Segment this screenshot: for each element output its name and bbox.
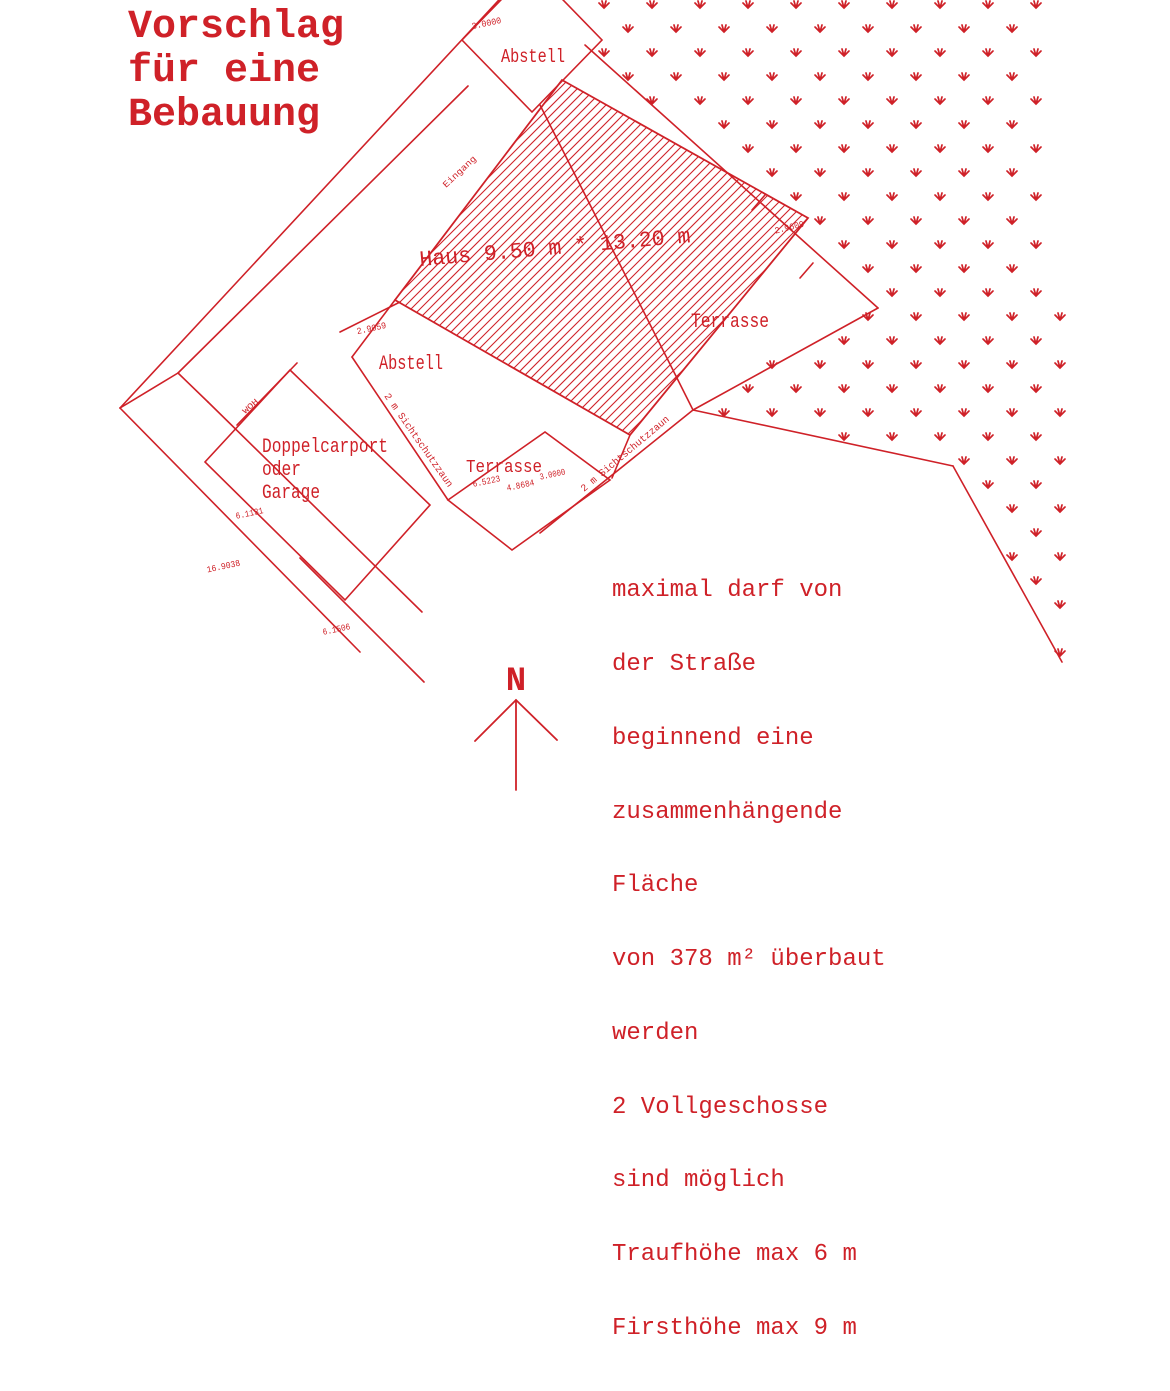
grass-symbol-icon — [911, 409, 921, 416]
grass-symbol-icon — [839, 97, 849, 104]
grass-symbol-icon — [887, 289, 897, 296]
grass-symbol-icon — [1031, 577, 1041, 584]
hatch-line — [601, 50, 1021, 470]
grass-symbol-icon — [839, 49, 849, 56]
grass-symbol-icon — [791, 385, 801, 392]
grass-symbol-icon — [1055, 457, 1065, 464]
label-eingang: Eingang — [441, 157, 476, 191]
fence-left-line — [352, 357, 448, 500]
title-line-1: Vorschlag — [128, 5, 345, 50]
hatch-line — [547, 50, 967, 470]
grass-symbol-icon — [1007, 313, 1017, 320]
grass-symbol-icon — [743, 97, 753, 104]
grass-symbol-icon — [959, 265, 969, 272]
grass-symbol-icon — [983, 481, 993, 488]
grass-symbol-icon — [743, 385, 753, 392]
label-carport-2: oder — [262, 459, 301, 482]
north-label: N — [505, 663, 527, 701]
grass-symbol-icon — [887, 241, 897, 248]
grass-symbol-icon — [647, 49, 657, 56]
grass-symbol-icon — [815, 25, 825, 32]
grass-symbol-icon — [983, 193, 993, 200]
label-haus: Haus 9.50 m * 13.20 m — [418, 223, 697, 273]
grass-symbol-icon — [1031, 241, 1041, 248]
grass-symbol-icon — [1007, 217, 1017, 224]
label-dim-6-1506: 6.1506 — [321, 621, 356, 638]
grass-symbol-icon — [1007, 409, 1017, 416]
grass-symbol-icon — [839, 385, 849, 392]
grass-symbol-icon — [767, 169, 777, 176]
grass-symbol-icon — [1031, 97, 1041, 104]
grass-symbol-icon — [935, 433, 945, 440]
title-line-3: Bebauung — [128, 93, 321, 138]
grass-symbol-icon — [1031, 433, 1041, 440]
grass-symbol-icon — [1007, 457, 1017, 464]
grass-symbol-icon — [887, 1, 897, 8]
title-line-2: für eine — [128, 49, 321, 94]
grass-symbol-icon — [935, 385, 945, 392]
grass-symbol-icon — [935, 145, 945, 152]
grass-symbol-icon — [983, 337, 993, 344]
grass-symbol-icon — [959, 25, 969, 32]
neighbor-boundary-1-line — [693, 410, 953, 466]
label-abstell-top: Abstell — [501, 46, 565, 68]
grass-symbol-icon — [743, 49, 753, 56]
note-line: Fläche — [612, 872, 699, 900]
grass-symbol-icon — [959, 313, 969, 320]
grass-symbol-icon — [935, 49, 945, 56]
grass-symbol-icon — [863, 409, 873, 416]
grass-symbol-icon — [911, 169, 921, 176]
grass-symbol-icon — [863, 265, 873, 272]
grass-symbol-icon — [839, 337, 849, 344]
grass-symbol-icon — [791, 97, 801, 104]
grass-symbol-icon — [1007, 361, 1017, 368]
grass-symbol-icon — [1031, 145, 1041, 152]
note-line: 2 Vollgeschosse — [612, 1093, 829, 1121]
grass-symbol-icon — [887, 385, 897, 392]
grass-symbol-icon — [815, 361, 825, 368]
grass-symbol-icon — [767, 73, 777, 80]
grass-symbol-icon — [623, 73, 633, 80]
grass-symbol-icon — [911, 313, 921, 320]
grass-symbol-icon — [719, 73, 729, 80]
lower-parallel-line — [300, 558, 424, 682]
label-dim-2-9059: 2.9059 — [355, 320, 390, 338]
grass-symbol-icon — [887, 97, 897, 104]
grass-symbol-icon — [623, 25, 633, 32]
grass-symbol-icon — [1031, 49, 1041, 56]
label-fence-right-label: 2 m Sichtschutzzaun — [579, 413, 674, 496]
grass-symbol-icon — [791, 193, 801, 200]
grass-symbol-icon — [959, 457, 969, 464]
grass-symbol-icon — [839, 433, 849, 440]
neighbor-boundary-2-line — [953, 466, 1062, 662]
grass-symbol-icon — [1031, 385, 1041, 392]
note-line: von 378 m² überbaut — [612, 946, 886, 974]
grass-symbol-icon — [695, 49, 705, 56]
grass-symbol-icon — [719, 121, 729, 128]
label-dim-3-0000-top: 3.0000 — [470, 15, 505, 33]
grass-symbol-icon — [935, 193, 945, 200]
grass-symbol-icon — [671, 73, 681, 80]
grass-symbol-icon — [983, 289, 993, 296]
grass-symbol-icon — [983, 1, 993, 8]
north-arrow — [475, 700, 557, 790]
note-line: der Straße — [612, 650, 757, 678]
grass-symbol-icon — [815, 73, 825, 80]
grass-symbol-icon — [959, 361, 969, 368]
hatch-line — [583, 50, 1003, 470]
grass-symbol-icon — [1055, 361, 1065, 368]
grass-symbol-icon — [839, 1, 849, 8]
regulation-note — [612, 530, 886, 1391]
hatch-line — [610, 50, 1030, 470]
grass-symbol-icon — [743, 145, 753, 152]
label-carport-1: Doppelcarport — [262, 436, 388, 459]
grass-symbol-icon — [935, 337, 945, 344]
grass-symbol-icon — [959, 217, 969, 224]
grass-symbol-icon — [767, 409, 777, 416]
grass-symbol-icon — [671, 25, 681, 32]
grass-symbol-icon — [1055, 313, 1065, 320]
grass-symbol-icon — [1031, 193, 1041, 200]
grass-symbol-icon — [791, 49, 801, 56]
drawing-title — [128, 6, 344, 138]
grass-symbol-icon — [791, 145, 801, 152]
label-dim-2-9609: 2.9609 — [773, 218, 808, 237]
note-line: Firsthöhe max 9 m — [612, 1315, 857, 1342]
hatch-line — [538, 50, 958, 470]
grass-symbol-icon — [983, 145, 993, 152]
grass-symbol-icon — [1007, 73, 1017, 80]
grass-symbol-icon — [1055, 409, 1065, 416]
grass-symbol-icon — [911, 361, 921, 368]
grass-symbol-icon — [839, 193, 849, 200]
grass-symbol-icon — [959, 409, 969, 416]
grass-symbol-icon — [1007, 553, 1017, 560]
grass-symbol-icon — [1055, 553, 1065, 560]
corner-spur-line — [178, 373, 208, 402]
grass-symbol-icon — [863, 361, 873, 368]
grass-symbol-icon — [1007, 505, 1017, 512]
corner-connector-line — [120, 373, 178, 408]
grass-symbol-icon — [1007, 265, 1017, 272]
grass-symbol-icon — [911, 73, 921, 80]
grass-symbol-icon — [863, 73, 873, 80]
grass-symbol-icon — [719, 409, 729, 416]
grass-symbol-icon — [983, 49, 993, 56]
label-dim-6-5223: 6.5223 — [471, 473, 506, 490]
label-fence-left-label: 2 m Sichtschutzzaun — [380, 391, 456, 492]
grass-symbol-icon — [695, 1, 705, 8]
grass-symbol-icon — [767, 121, 777, 128]
grass-symbol-icon — [695, 97, 705, 104]
east-boundary-line — [585, 45, 878, 308]
label-terrasse-small: Terrasse — [466, 458, 542, 478]
grass-symbol-icon — [1055, 601, 1065, 608]
dim-tick-b-line — [800, 263, 813, 278]
label-dim-4-8684: 4.8684 — [505, 477, 540, 494]
grass-symbol-icon — [791, 1, 801, 8]
grass-symbol-icon — [1031, 289, 1041, 296]
grass-symbol-icon — [935, 97, 945, 104]
grass-symbol-icon — [887, 193, 897, 200]
grass-symbol-icon — [815, 121, 825, 128]
grass-symbol-icon — [887, 337, 897, 344]
hatch-line — [565, 50, 985, 470]
grass-symbol-icon — [935, 241, 945, 248]
label-dim-16-9038: 16.9038 — [205, 557, 245, 576]
grass-symbol-icon — [983, 97, 993, 104]
grass-symbol-icon — [839, 145, 849, 152]
label-terrasse-right: Terrasse — [691, 311, 769, 334]
label-woh: WOH — [241, 399, 259, 417]
grass-symbol-icon — [1031, 481, 1041, 488]
grass-symbol-icon — [959, 73, 969, 80]
grass-symbol-icon — [911, 25, 921, 32]
grass-symbol-icon — [983, 433, 993, 440]
grass-symbol-icon — [1007, 25, 1017, 32]
grass-symbol-icon — [743, 1, 753, 8]
grass-symbol-icon — [1007, 121, 1017, 128]
grass-symbol-icon — [863, 169, 873, 176]
grass-symbol-icon — [1031, 337, 1041, 344]
label-carport-3: Garage — [262, 482, 320, 505]
grass-symbol-icon — [815, 217, 825, 224]
grass-symbol-icon — [839, 241, 849, 248]
grass-symbol-icon — [1031, 1, 1041, 8]
inner-sw-line — [205, 402, 422, 612]
note-line: maximal darf von — [612, 577, 843, 605]
label-dim-6-1131: 6.1131 — [234, 505, 269, 522]
grass-symbol-icon — [863, 25, 873, 32]
hatch-line — [574, 50, 994, 470]
grass-symbol-icon — [599, 1, 609, 8]
hatch-line — [592, 50, 1012, 470]
note-line: zusammenhängende — [612, 798, 843, 826]
grass-symbol-icon — [935, 1, 945, 8]
grass-symbol-icon — [863, 121, 873, 128]
grass-symbol-icon — [983, 385, 993, 392]
grass-symbol-icon — [911, 121, 921, 128]
grass-symbol-icon — [767, 25, 777, 32]
grass-symbol-icon — [887, 145, 897, 152]
grass-symbol-icon — [959, 169, 969, 176]
label-abstell-mid: Abstell — [379, 353, 443, 376]
grass-symbol-icon — [887, 433, 897, 440]
grass-symbol-icon — [911, 265, 921, 272]
grass-symbol-icon — [719, 25, 729, 32]
label-dim-3-0000-small: 3.0000 — [538, 466, 573, 483]
note-line: beginnend eine — [612, 724, 814, 752]
note-line: Traufhöhe max 6 m — [612, 1241, 857, 1269]
hatch-line — [511, 50, 931, 470]
grass-symbol-icon — [815, 409, 825, 416]
grass-symbol-icon — [815, 169, 825, 176]
note-line: werden — [612, 1019, 699, 1047]
grass-symbol-icon — [911, 217, 921, 224]
grass-symbol-icon — [647, 1, 657, 8]
grass-symbol-icon — [1031, 529, 1041, 536]
grass-symbol-icon — [599, 49, 609, 56]
note-line: sind möglich — [612, 1167, 785, 1195]
grass-symbol-icon — [935, 289, 945, 296]
hatch-line — [529, 50, 949, 470]
grass-symbol-icon — [959, 121, 969, 128]
grass-symbol-icon — [1055, 505, 1065, 512]
grass-symbol-icon — [887, 49, 897, 56]
grass-symbol-icon — [983, 241, 993, 248]
grass-symbol-icon — [863, 217, 873, 224]
grass-symbol-icon — [1007, 169, 1017, 176]
